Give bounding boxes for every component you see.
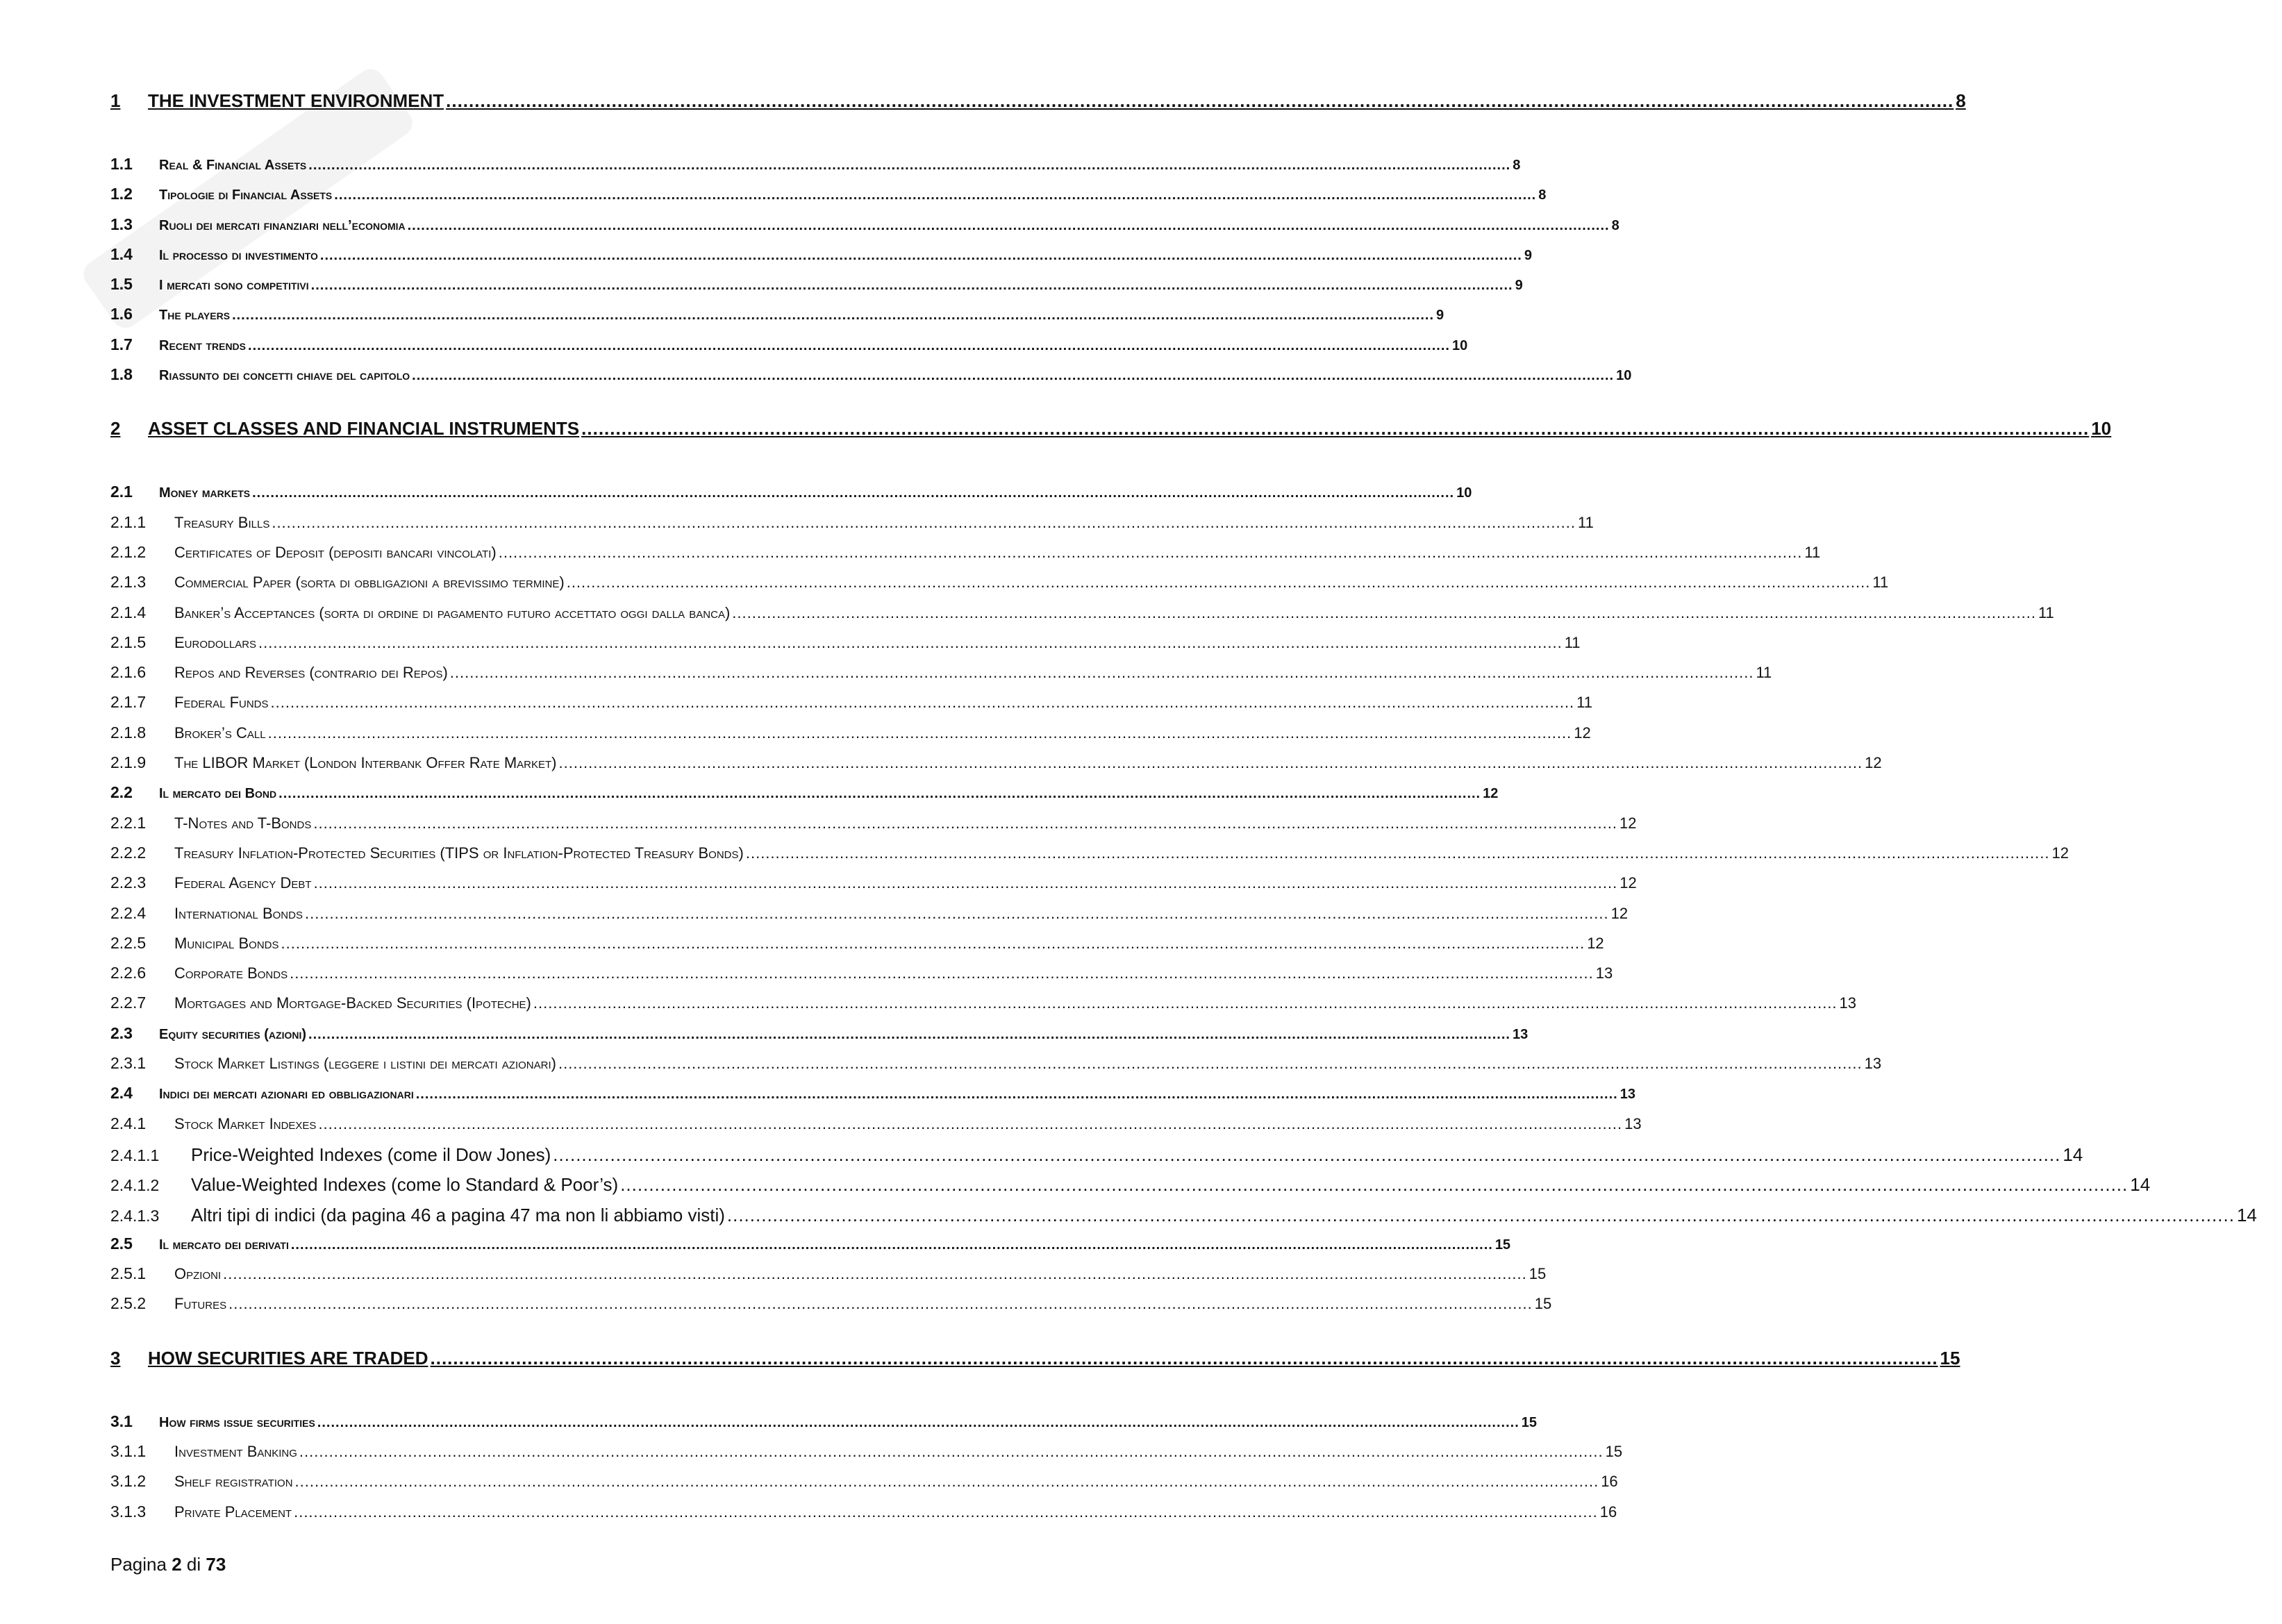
toc-leader-dots [276,786,1483,802]
toc-entry[interactable] [110,1114,1642,1144]
toc-number: 2.2.1 [110,813,147,832]
toc-title: Value-Weighted Indexes (come lo Standard & Poor’s) [191,1174,619,1196]
toc-page-number: 8 [1513,158,1521,173]
toc-entry[interactable] [110,1412,1537,1442]
toc-page-number: 12 [1483,786,1499,802]
page-footer [110,1554,226,1575]
toc-title: Riassunto dei concetti chiave del capitolo [159,368,410,384]
toc-page-number: 9 [1515,278,1523,294]
toc-chapter-2[interactable] [110,418,2112,460]
toc-entry[interactable] [110,1174,2151,1204]
toc-leader-dots [318,248,1524,264]
toc-number: 2.4.1.2 [110,1176,160,1195]
toc-leader-dots [410,368,1616,384]
toc-page-number: 11 [1756,664,1772,682]
toc-entry[interactable] [110,512,1594,543]
toc-page-number: 11 [1576,694,1593,712]
toc-title: Tipologie di Financial Assets [159,187,333,203]
toc-number: 2.5 [110,1234,133,1253]
toc-entry[interactable] [110,994,1857,1023]
toc-number: 2.2.3 [110,873,147,892]
toc-entry[interactable] [110,573,1889,603]
toc-title: Stock Market Listings (leggere i listini dei mercati azionari) [174,1055,556,1073]
toc-title: How firms issue securities [159,1414,315,1430]
toc-entry[interactable] [110,155,1521,185]
toc-page-number: 15 [1494,1237,1511,1253]
toc-page-number: 8 [1956,90,1966,111]
toc-title: Private Placement [174,1502,292,1521]
toc-entry[interactable] [110,185,1547,215]
toc-number: 2.2.6 [110,964,147,982]
toc-leader-dots [448,664,1756,682]
toc-leader-dots [315,1415,1522,1431]
toc-entry[interactable] [110,335,1468,365]
toc-leader-dots [414,1087,1620,1103]
footer-total-pages: 73 [206,1554,226,1575]
toc-leader-dots [579,418,2091,440]
toc-title: International Bonds [174,904,303,922]
toc-number: 3.1 [110,1412,133,1430]
toc-entry[interactable] [110,1144,2083,1174]
toc-leader-dots [289,1237,1495,1253]
toc-entry[interactable] [110,1204,2257,1234]
toc-page-number: 12 [1610,904,1629,922]
toc-entry[interactable] [110,873,1637,903]
toc-page-number: 13 [1624,1114,1642,1132]
toc-title: Futures [174,1295,227,1313]
toc-number: 1.6 [110,305,133,324]
toc-leader-dots [279,935,1588,953]
toc-number: 1.1 [110,155,133,173]
toc-page-number: 15 [1534,1295,1552,1313]
toc-page-number: 16 [1599,1502,1617,1521]
toc-leader-dots [293,1473,1601,1491]
toc-title: Price-Weighted Indexes (come il Dow Jones) [191,1144,551,1165]
toc-page-number: 8 [1611,217,1619,233]
toc-number: 2 [110,418,121,440]
toc-page-number: 13 [1839,994,1857,1012]
toc-title: Treasury Inflation-Protected Securities (TIPS or Inflation-Protected Treasury Bonds) [174,844,744,862]
toc-page-number: 9 [1436,308,1444,324]
toc-leader-dots [725,1205,2237,1226]
toc-entry[interactable] [110,964,1613,994]
toc-number: 2.4.1 [110,1114,147,1132]
toc-entry[interactable] [110,663,1772,693]
toc-title: Opzioni [174,1265,222,1283]
toc-leader-dots [531,994,1840,1012]
toc-entry[interactable] [110,1023,1529,1054]
table-of-contents [110,69,2257,1532]
toc-number: 2.1 [110,483,133,501]
toc-number: 2.2.5 [110,933,147,952]
toc-page-number: 9 [1524,247,1532,263]
toc-title: Equity securities (azioni) [159,1026,307,1042]
toc-leader-dots [312,874,1620,892]
toc-leader-dots [226,1295,1535,1313]
chapter-1-sections [110,155,1632,395]
toc-entry[interactable] [110,693,1593,723]
toc-title: Investment Banking [174,1442,297,1460]
toc-number: 1.2 [110,185,133,203]
toc-title: Real & Financial Assets [159,158,307,173]
toc-page-number: 13 [1864,1055,1882,1073]
toc-page-number: 12 [1619,814,1637,832]
toc-leader-dots [744,844,2052,862]
toc-page-number: 16 [1601,1473,1618,1491]
toc-entry[interactable] [110,723,1591,753]
toc-title: Recent trends [159,337,247,353]
toc-title: Stock Market Indexes [174,1114,317,1132]
toc-number: 2.1.5 [110,633,147,651]
toc-number: 2.1.7 [110,693,147,712]
toc-number: 3.1.1 [110,1441,147,1460]
toc-leader-dots [618,1174,2130,1196]
toc-page-number: 15 [1521,1414,1537,1430]
toc-entry[interactable] [110,483,1472,512]
toc-leader-dots [292,1503,1600,1521]
toc-leader-dots [332,187,1538,203]
toc-number: 2.2.2 [110,843,147,862]
toc-number: 2.1.9 [110,753,147,772]
toc-leader-dots [565,574,1873,592]
toc-title: Federal Agency Debt [174,874,312,892]
toc-title: Il mercato dei Bond [159,786,277,802]
toc-leader-dots [444,90,1956,112]
toc-title: Certificates of Deposit (depositi bancari vincolati) [174,543,497,561]
toc-leader-dots [269,694,1577,712]
toc-number: 2.1.2 [110,542,147,561]
toc-entry[interactable] [110,1084,1635,1114]
toc-number: 2.1.1 [110,512,147,531]
toc-entry[interactable] [110,1441,1623,1472]
toc-entry[interactable] [110,1502,1617,1532]
toc-entry[interactable] [110,633,1581,663]
toc-title: I mercati sono competitivi [159,278,309,294]
toc-page-number: 12 [1619,874,1637,892]
toc-entry[interactable] [110,753,1882,783]
toc-leader-dots [230,308,1436,324]
toc-leader-dots [406,218,1612,234]
toc-number: 2.2 [110,783,133,802]
toc-page-number: 13 [1619,1087,1635,1103]
toc-page-number: 10 [1616,368,1632,384]
toc-number: 1 [110,90,121,111]
toc-number: 2.3.1 [110,1054,147,1073]
toc-number: 2.1.6 [110,663,147,682]
toc-number: 1.3 [110,215,133,233]
toc-page-number: 12 [1574,723,1591,742]
toc-number: 2.4.1.1 [110,1146,160,1164]
toc-number: 3 [110,1347,121,1368]
toc-number: 1.8 [110,365,133,384]
toc-page-number: 12 [1865,754,1882,772]
toc-leader-dots [288,964,1596,982]
toc-entry[interactable] [110,843,2069,873]
toc-page-number: 14 [2236,1204,2257,1225]
toc-number: 1.5 [110,275,133,294]
toc-title: Mortgages and Mortgage-Backed Securities (Ipoteche) [174,994,531,1012]
toc-page-number: 14 [2130,1174,2151,1196]
toc-title: Money markets [159,485,251,501]
toc-page-number: 13 [1595,964,1613,982]
toc-title: Il mercato dei derivati [159,1237,289,1253]
toc-leader-dots [316,1115,1624,1133]
toc-leader-dots [497,544,1805,562]
toc-title: Shelf registration [174,1473,293,1491]
toc-page-number: 11 [1564,633,1581,651]
toc-title: Commercial Paper (sorta di obbligazioni a brevissimo termine) [174,574,565,592]
footer-current-page: 2 [172,1554,182,1575]
toc-entry[interactable] [110,1264,1547,1294]
toc-entry[interactable] [110,365,1632,395]
toc-number: 2.1.8 [110,723,147,742]
toc-page-number: 13 [1512,1026,1529,1042]
toc-number: 3.1.3 [110,1502,147,1521]
toc-page-number: 15 [1940,1347,1960,1368]
toc-entry[interactable] [110,215,1619,245]
footer-of: di [186,1554,201,1575]
toc-leader-dots [256,634,1565,652]
toc-entry[interactable] [110,933,1604,964]
toc-leader-dots [303,905,1611,923]
toc-number: 2.5.1 [110,1264,147,1283]
toc-title: Federal Funds [174,694,269,712]
toc-entry[interactable] [110,305,1444,335]
toc-number: 2.4.1.3 [110,1206,160,1225]
chapter-3-sections [110,1412,1623,1532]
toc-entry[interactable] [110,903,1629,934]
toc-title: Banker’s Acceptances (sorta di ordine di pagamento futuro accettato oggi dalla banca) [174,603,731,621]
toc-leader-dots [556,1055,1865,1073]
toc-leader-dots [309,278,1515,294]
toc-title: Ruoli dei mercati finanziari nell’economia [159,217,406,233]
toc-title: HOW SECURITIES ARE TRADED [148,1347,428,1368]
toc-title: Indici dei mercati azionari ed obbligazionari [159,1087,414,1103]
toc-entry[interactable] [110,783,1499,813]
toc-number: 2.2.4 [110,903,147,922]
toc-title: Eurodollars [174,633,257,651]
toc-entry[interactable] [110,813,1637,844]
toc-entry[interactable] [110,1472,1618,1502]
toc-title: Repos and Reverses (contrario dei Repos) [174,664,448,682]
toc-number: 3.1.2 [110,1472,147,1491]
toc-entry[interactable] [110,1294,1552,1324]
toc-leader-dots [246,338,1452,354]
toc-page-number: 11 [2038,603,2054,621]
toc-leader-dots [730,604,2038,622]
toc-title: The LIBOR Market (London Interbank Offer Rate Market) [174,754,557,772]
toc-chapter-1[interactable] [110,90,1966,132]
toc-number: 2.2.7 [110,994,147,1012]
toc-entry[interactable] [110,275,1523,305]
toc-title: THE INVESTMENT ENVIRONMENT [148,90,444,111]
toc-number: 2.5.2 [110,1294,147,1313]
toc-title: Broker’s Call [174,723,266,742]
toc-page-number: 14 [2063,1144,2083,1165]
toc-number: 2.3 [110,1023,133,1042]
toc-leader-dots [557,754,1865,772]
toc-number: 2.4 [110,1084,133,1103]
toc-page-number: 8 [1538,187,1547,203]
toc-leader-dots [311,814,1619,832]
toc-number: 1.7 [110,335,133,353]
toc-chapter-3[interactable] [110,1347,1960,1389]
toc-page-number: 12 [2051,844,2069,862]
toc-leader-dots [266,724,1574,742]
toc-entry[interactable] [110,1234,1511,1264]
toc-title: The players [159,308,231,324]
toc-page-number: 11 [1872,574,1889,592]
toc-number: 1.4 [110,244,133,263]
toc-page-number: 11 [1804,543,1821,561]
toc-page-number: 12 [1587,934,1604,952]
toc-title: Municipal Bonds [174,934,279,952]
toc-leader-dots [428,1348,1940,1369]
toc-leader-dots [306,158,1513,174]
toc-entry[interactable] [110,603,2054,633]
toc-leader-dots [221,1265,1529,1283]
toc-title: T-Notes and T-Bonds [174,814,312,832]
toc-page-number: 10 [1456,485,1472,501]
toc-leader-dots [269,514,1578,532]
toc-title: Corporate Bonds [174,964,288,982]
toc-entry[interactable] [110,244,1532,275]
chapter-2-sections [110,483,2257,1324]
toc-page-number: 10 [2091,418,2112,440]
toc-page-number: 11 [1577,513,1594,531]
toc-leader-dots [297,1443,1606,1461]
toc-leader-dots [250,485,1456,501]
toc-entry[interactable] [110,542,1821,573]
toc-leader-dots [306,1027,1513,1043]
toc-entry[interactable] [110,1054,1882,1084]
toc-page-number: 10 [1451,337,1468,353]
toc-leader-dots [551,1144,2063,1166]
footer-label: Pagina [110,1554,167,1575]
toc-title: ASSET CLASSES AND FINANCIAL INSTRUMENTS [148,418,580,440]
toc-page-number: 15 [1529,1265,1547,1283]
toc-page-number: 15 [1605,1442,1623,1460]
toc-title: Treasury Bills [174,513,270,531]
toc-number: 2.1.4 [110,603,147,621]
toc-title: Il processo di investimento [159,247,318,263]
toc-title: Altri tipi di indici (da pagina 46 a pagina 47 ma non li abbiamo visti) [191,1204,725,1225]
toc-number: 2.1.3 [110,573,147,592]
